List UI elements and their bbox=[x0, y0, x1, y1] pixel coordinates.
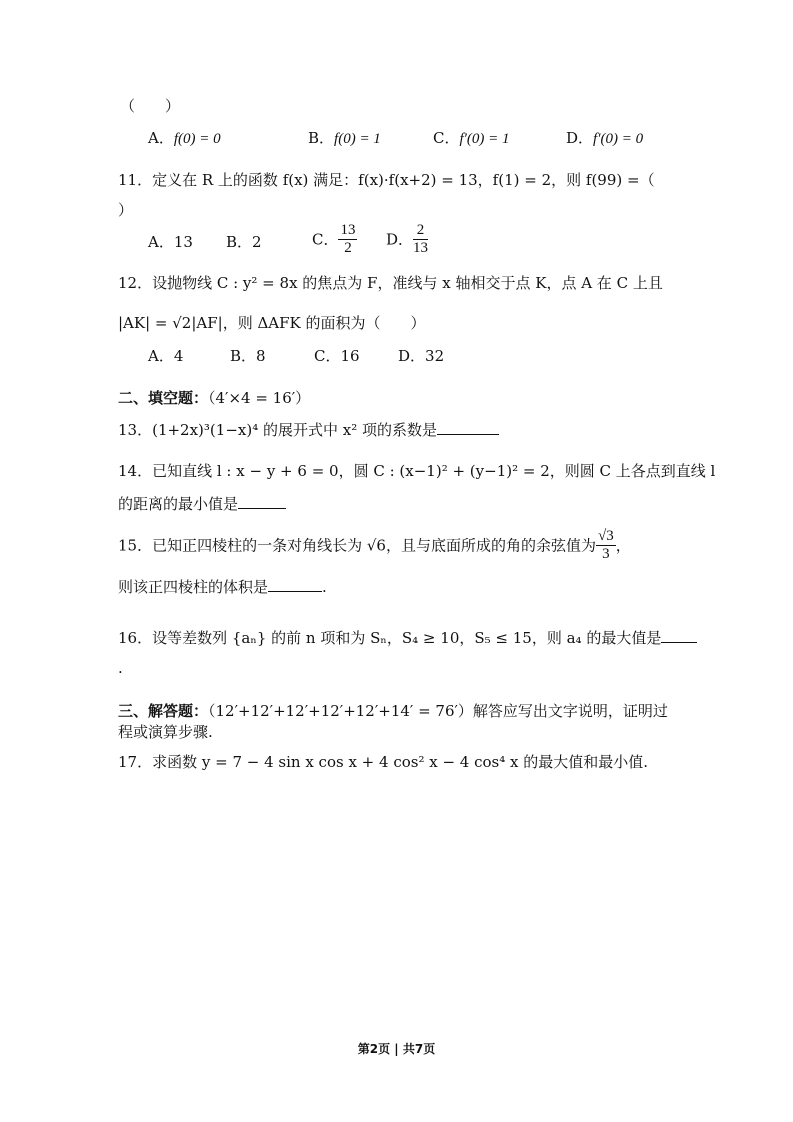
q11-option-c: C． $\frac{13}{2}$ bbox=[312, 222, 356, 256]
q17-stem: 17．求函数 y = 7 − 4 sin x cos x + 4 cos² x − 4 cos⁴ x 的最大值和最小值. bbox=[118, 753, 649, 771]
q12-option-b: B．8 bbox=[230, 347, 266, 365]
section2-heading: 二、填空题：（4′×4 = 16′） bbox=[118, 389, 311, 407]
q13-answer-blank[interactable] bbox=[437, 419, 499, 435]
q10-paren: （ ） bbox=[120, 97, 181, 115]
q15-answer-blank[interactable] bbox=[268, 576, 322, 592]
q10-option-b: B．f(0) = 1 bbox=[308, 129, 381, 147]
q12-option-d: D．32 bbox=[398, 347, 445, 365]
q14-stem-line2: 的距离的最小值是 bbox=[118, 493, 286, 514]
q11-close-paren: ） bbox=[118, 201, 134, 219]
q15-stem-line2: 则该正四棱柱的体积是 . bbox=[118, 578, 327, 596]
q14-answer-blank[interactable] bbox=[238, 493, 286, 509]
q12-option-a: A．4 bbox=[148, 347, 184, 365]
q11-option-a: A．13 bbox=[148, 233, 193, 251]
q16-stem: 16．设等差数列 {aₙ} 的前 n 项和为 Sₙ，S₄ ≥ 10，S₅ ≤ 15，则 a₄ 的最大值是 bbox=[118, 627, 697, 648]
q11-option-b: B．2 bbox=[226, 233, 262, 251]
q10-option-c: C．f′(0) = 1 bbox=[433, 129, 510, 147]
q10-option-d: D．f′(0) = 0 bbox=[566, 129, 644, 147]
q15-stem-line1: 15．已知正四棱柱的一条对角线长为 √6，且与底面所成的角的余弦值为 $\frac{√3}{3}$ ， bbox=[118, 528, 631, 562]
q16-answer-blank[interactable] bbox=[661, 627, 697, 643]
q14-stem-line1: 14．已知直线 l : x − y + 6 = 0，圆 C : (x−1)² + (y−1)² = 2，则圆 C 上各点到直线 l bbox=[118, 462, 716, 480]
q15-cosine-fraction: $\frac{√3}{3}$ bbox=[597, 528, 614, 562]
q12-stem-line1: 12．设抛物线 C : y² = 8x 的焦点为 F，准线与 x 轴相交于点 K，点 A 在 C 上且 bbox=[118, 274, 663, 292]
q13-stem: 13．(1+2x)³(1−x)⁴ 的展开式中 x² 项的系数是 bbox=[118, 419, 499, 440]
section3-heading: 三、解答题：（12′+12′+12′+12′+12′+14′ = 76′）解答应写出文字说明，证明过 bbox=[118, 702, 668, 720]
q11-option-d: D． $\frac{2}{13}$ bbox=[386, 222, 429, 256]
q16-end-mark: . bbox=[118, 659, 123, 677]
q12-option-c: C．16 bbox=[314, 347, 360, 365]
q11-options bbox=[148, 222, 468, 262]
page-footer: 第2页 | 共7页 bbox=[357, 1042, 436, 1056]
q12-stem-line2: |AK| = √2|AF|，则 ΔAFK 的面积为（ ） bbox=[118, 314, 426, 332]
section3-desc-line2: 程或演算步骤. bbox=[118, 723, 213, 741]
q11-stem: 11．定义在 R 上的函数 f(x) 满足：f(x)·f(x+2) = 13，f(1) = 2，则 f(99) =（ bbox=[118, 171, 655, 189]
q10-option-a: A．f(0) = 0 bbox=[148, 129, 221, 147]
